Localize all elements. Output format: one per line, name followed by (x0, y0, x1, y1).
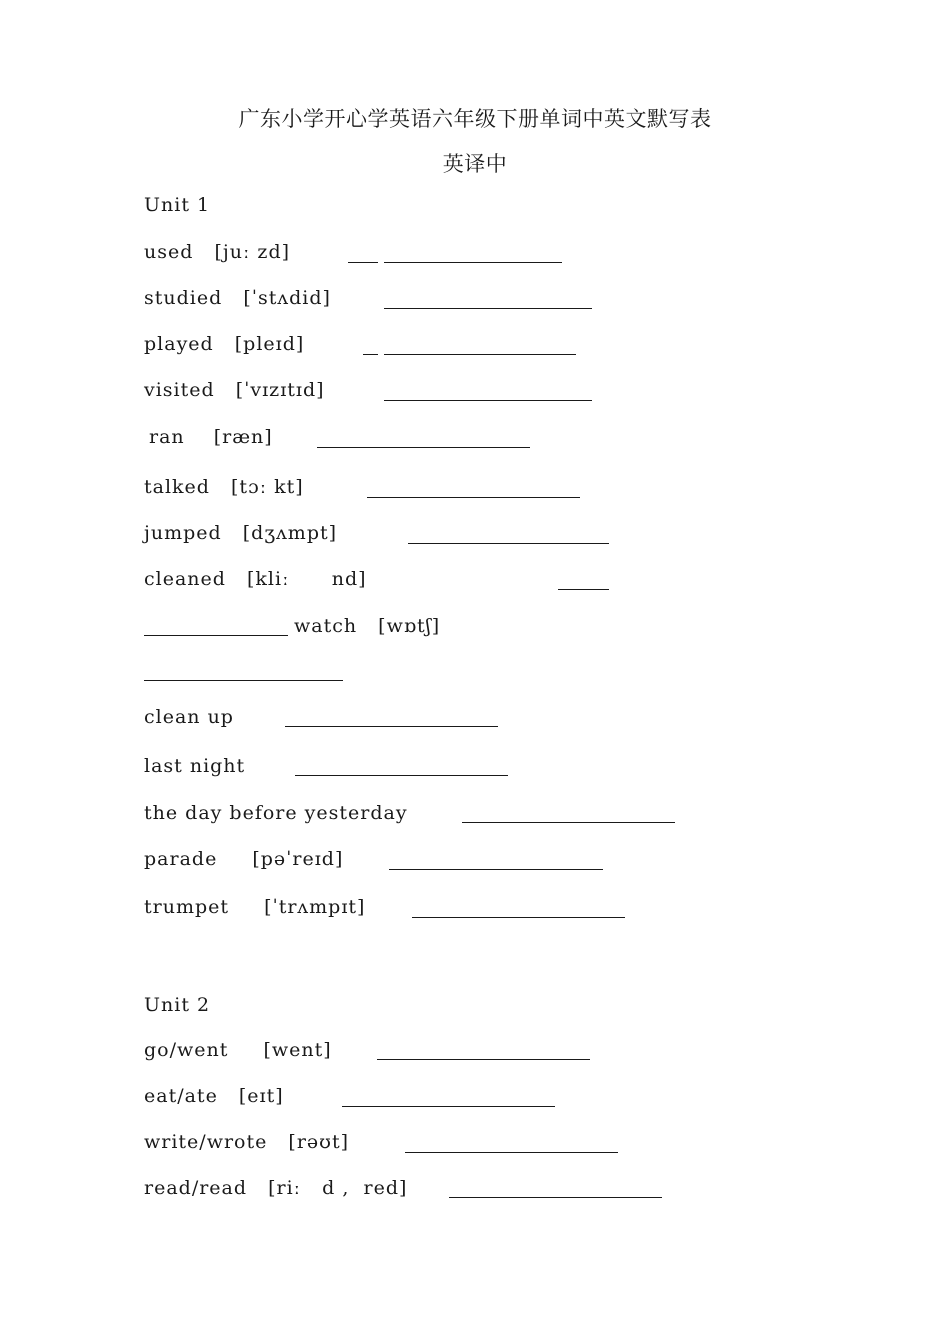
word: cleaned (144, 568, 226, 590)
word: ran (149, 426, 185, 448)
phonetic: [dʒʌmpt] (242, 522, 338, 544)
phonetic: [wɒtʃ] (378, 615, 441, 637)
answer-blank[interactable] (384, 308, 592, 309)
word-row (144, 1131, 349, 1155)
answer-blank[interactable] (144, 635, 288, 636)
word-row (144, 755, 245, 779)
word-row (144, 706, 234, 730)
answer-blank[interactable] (342, 1106, 555, 1107)
word-row (144, 896, 365, 920)
answer-blank[interactable] (295, 775, 508, 776)
unit-1-heading: Unit 1 (144, 194, 211, 216)
word: last night (144, 755, 246, 777)
phonetic: [riː d , red] (268, 1177, 408, 1199)
word: write/wrote (144, 1131, 268, 1153)
phonetic: [ˈstʌdid] (243, 287, 331, 309)
word: jumped (144, 522, 222, 544)
word: talked (144, 476, 210, 498)
answer-blank[interactable] (384, 400, 592, 401)
answer-blank-short[interactable] (363, 354, 378, 355)
unit-2-heading: Unit 2 (144, 994, 211, 1016)
phonetic: [kliː nd] (246, 568, 367, 590)
answer-blank-short[interactable] (348, 262, 378, 263)
word-row (144, 287, 331, 311)
phonetic: [ˈtrʌmpɪt] (264, 896, 366, 918)
word-row (144, 848, 343, 872)
word-row (144, 333, 304, 357)
answer-blank[interactable] (317, 447, 530, 448)
phonetic: [pəˈreɪd] (252, 848, 344, 870)
word-row (149, 426, 273, 450)
phonetic: [juː zd] (214, 241, 291, 263)
word: used (144, 241, 194, 263)
word: watch (294, 615, 358, 637)
word: studied (144, 287, 223, 309)
phonetic: [tɔː kt] (231, 476, 304, 498)
word: trumpet (144, 896, 230, 918)
word-row (144, 1177, 407, 1201)
answer-blank[interactable] (377, 1059, 590, 1060)
answer-blank[interactable] (449, 1197, 662, 1198)
answer-blank[interactable] (367, 497, 580, 498)
phonetic: [pleɪd] (234, 333, 305, 355)
word-row (294, 615, 440, 639)
phonetic: [ræn] (213, 426, 273, 448)
word-row (144, 522, 337, 546)
phonetic: [rəʊt] (288, 1131, 349, 1153)
phonetic: [ˈvɪzɪtɪd] (235, 379, 325, 401)
answer-blank[interactable] (408, 543, 609, 544)
word: clean up (144, 706, 234, 728)
word: parade (144, 848, 218, 870)
phonetic: [went] (263, 1039, 332, 1061)
phonetic: [eɪt] (238, 1085, 284, 1107)
answer-blank[interactable] (462, 822, 675, 823)
word-row (144, 241, 290, 265)
word-row (144, 1039, 332, 1063)
word: played (144, 333, 214, 355)
answer-blank-short[interactable] (558, 589, 609, 590)
answer-blank[interactable] (389, 869, 603, 870)
word-row (144, 476, 304, 500)
page-title: 广东小学开心学英语六年级下册单词中英文默写表 (238, 107, 712, 131)
word: eat/ate (144, 1085, 218, 1107)
answer-blank[interactable] (405, 1152, 618, 1153)
word: read/read (144, 1177, 248, 1199)
answer-blank[interactable] (285, 726, 498, 727)
answer-blank[interactable] (412, 917, 625, 918)
word-row (144, 568, 367, 592)
answer-blank[interactable] (384, 262, 562, 263)
answer-blank[interactable] (384, 354, 576, 355)
word: go/went (144, 1039, 229, 1061)
word: the day before yesterday (144, 802, 408, 824)
page-subtitle: 英译中 (442, 152, 508, 176)
answer-blank[interactable] (144, 680, 343, 681)
word-row (144, 379, 325, 403)
word-row (144, 802, 408, 826)
word: visited (144, 379, 215, 401)
word-row (144, 1085, 284, 1109)
